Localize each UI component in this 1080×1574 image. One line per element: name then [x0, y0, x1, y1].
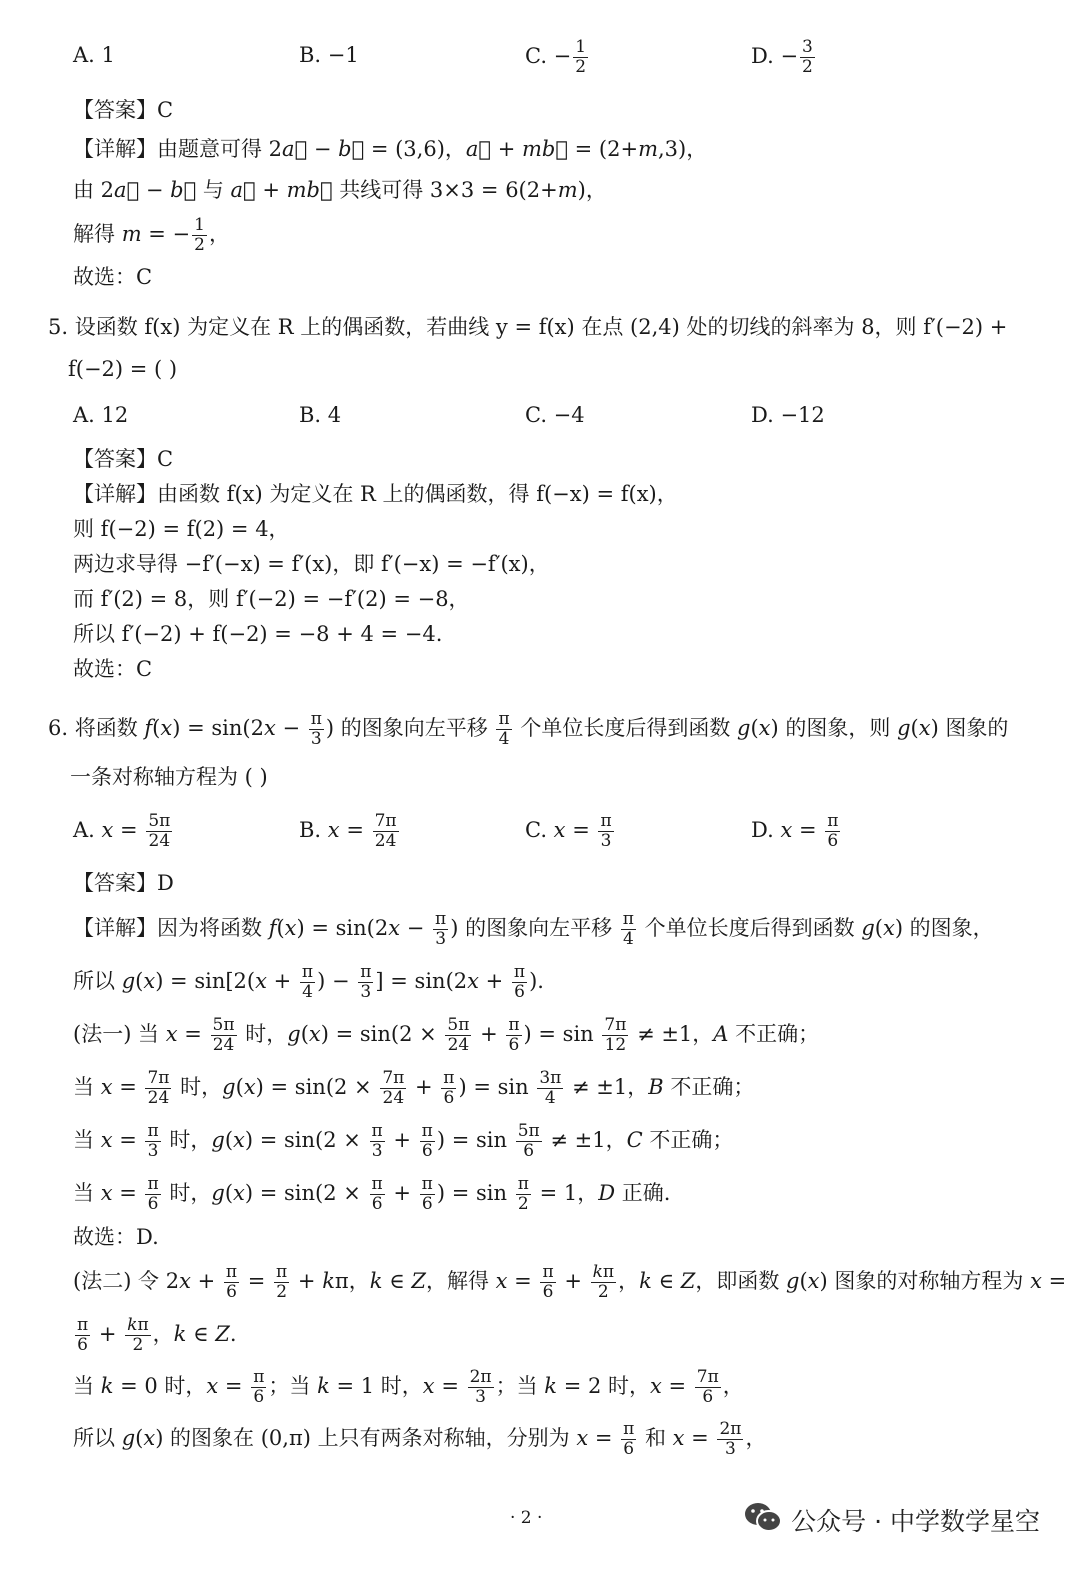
q6-detail-3: (法一) 当 x = $\frac{5\pi}{24}$ 时，g(x) = sin(2 × $\frac{5\pi}{24}$ + $\frac{\pi}{6}$ ) = sin $\frac{7\pi}{12}$ ≠ ±1，A 不正确； [73, 1015, 820, 1055]
q6-detail-11: 所以 g(x) 的图象在 (0,π) 上只有两条对称轴，分别为 x = $\frac{\pi}{6}$ 和 x = $\frac{2\pi}{3}$ ， [73, 1419, 767, 1459]
q6-detail-5: 当 x = $\frac{\pi}{3}$ 时，g(x) = sin(2 × $\frac{\pi}{3}$ + $\frac{\pi}{6}$ ) = sin $\frac{5\pi}{6}$ ≠ ±1，C 不正确； [73, 1121, 734, 1161]
q5-detail-2: 则 f(−2) = f(2) = 4， [73, 517, 290, 541]
q6-detail-10: 当 k = 0 时，x = $\frac{\pi}{6}$ ；当 k = 1 时，x = $\frac{2\pi}{3}$ ；当 k = 2 时，x = $\frac{7\pi}{6}$ ， [73, 1367, 744, 1407]
q6-option-b: B. x = $\frac{7\pi}{24}$ [299, 811, 397, 851]
q5-detail-1: 【详解】由函数 f(x) 为定义在 R 上的偶函数，得 f(−x) = f(x)， [73, 482, 678, 506]
q4-answer: 【答案】C [73, 98, 174, 122]
q4-detail-1: 【详解】由题意可得 2a⃗ − b⃗ = (3,6)，a⃗ + mb⃗ = (2+m,3)， [73, 137, 708, 161]
q4-options [73, 38, 1013, 77]
q6-option-c: C. x = $\frac{\pi}{3}$ [525, 811, 612, 851]
q5-option-a: A. 12 [73, 403, 129, 427]
q4-option-c: C. − $\frac{1}{2}$ [525, 37, 587, 77]
q4-detail-3: 解得 m = − $\frac{1}{2}$ ， [73, 215, 230, 255]
q6-detail-1: 【详解】因为将函数 f(x) = sin(2x − $\frac{\pi}{3}$ ) 的图象向左平移 $\frac{\pi}{4}$ 个单位长度后得到函数 g(x) 的图象， [73, 909, 994, 949]
q4-detail-2: 由 2a⃗ − b⃗ 与 a⃗ + mb⃗ 共线可得 3×3 = 6(2+m)， [73, 178, 607, 202]
q5-option-b: B. 4 [299, 403, 342, 427]
q5-detail-6: 故选：C [73, 657, 153, 681]
watermark [743, 1500, 1040, 1540]
q6-answer: 【答案】D [73, 871, 174, 895]
q6-detail-9: $\frac{\pi}{6}$ + $\frac{k\pi}{2}$ ，k ∈ Z. [77, 1315, 237, 1355]
q5-detail-3: 两边求导得 −f′(−x) = f′(x)，即 f′(−x) = −f′(x)， [73, 552, 550, 576]
q4-option-d: D. − $\frac{3}{2}$ [751, 37, 813, 77]
q5-detail-4: 而 f′(2) = 8，则 f′(−2) = −f′(2) = −8， [73, 587, 470, 611]
q5-stem-2: f(−2) = ( ) [68, 357, 178, 381]
q5-detail-5: 所以 f′(−2) + f(−2) = −8 + 4 = −4. [73, 622, 443, 646]
q6-detail-2: 所以 g(x) = sin[2(x + $\frac{\pi}{4}$ ) − $\frac{\pi}{3}$ ] = sin(2x + $\frac{\pi}{6}$ ). [73, 962, 544, 1002]
q6-option-d: D. x = $\frac{\pi}{6}$ [751, 811, 839, 851]
q5-answer: 【答案】C [73, 447, 174, 471]
q6-detail-8: (法二) 令 2x + $\frac{\pi}{6}$ = $\frac{\pi}{2}$ + kπ，k ∈ Z，解得 x = $\frac{\pi}{6}$ + $\frac{k\pi}{2}$ ，k ∈ Z，即函数 g(x) 图象的对称轴方程为 x = [73, 1262, 1067, 1302]
q6-stem-2: 一条对称轴方程为 ( ) [70, 765, 268, 789]
q4-option-a: A. 1 [73, 43, 115, 67]
q6-detail-7: 故选：D. [73, 1225, 159, 1249]
q6-option-a: A. x = $\frac{5\pi}{24}$ [73, 811, 171, 851]
q5-option-d: D. −12 [751, 403, 825, 427]
page-number: · 2 · [510, 1508, 543, 1528]
q4-option-b: B. −1 [299, 43, 359, 67]
q5-option-c: C. −4 [525, 403, 585, 427]
q4-detail-4: 故选：C [73, 265, 153, 289]
q6-stem-1: 6. 将函数 f(x) = sin(2x − $\frac{\pi}{3}$ ) 的图象向左平移 $\frac{\pi}{4}$ 个单位长度后得到函数 g(x) 的图象，则 g(x) 图象的 [48, 709, 1009, 749]
wechat-icon [743, 1500, 791, 1540]
q5-options [73, 398, 1013, 432]
watermark-text: 公众号 · 中学数学星空 [791, 1507, 1040, 1536]
q5-stem-1: 5. 设函数 f(x) 为定义在 R 上的偶函数，若曲线 y = f(x) 在点 (2,4) 处的切线的斜率为 8，则 f′(−2) + [48, 315, 1008, 339]
q6-options [73, 812, 1013, 851]
q6-detail-4: 当 x = $\frac{7\pi}{24}$ 时，g(x) = sin(2 × $\frac{7\pi}{24}$ + $\frac{\pi}{6}$ ) = sin $\frac{3\pi}{4}$ ≠ ±1，B 不正确； [73, 1068, 755, 1108]
q6-detail-6: 当 x = $\frac{\pi}{6}$ 时，g(x) = sin(2 × $\frac{\pi}{6}$ + $\frac{\pi}{6}$ ) = sin $\frac{\pi}{2}$ = 1，D 正确. [73, 1174, 671, 1214]
